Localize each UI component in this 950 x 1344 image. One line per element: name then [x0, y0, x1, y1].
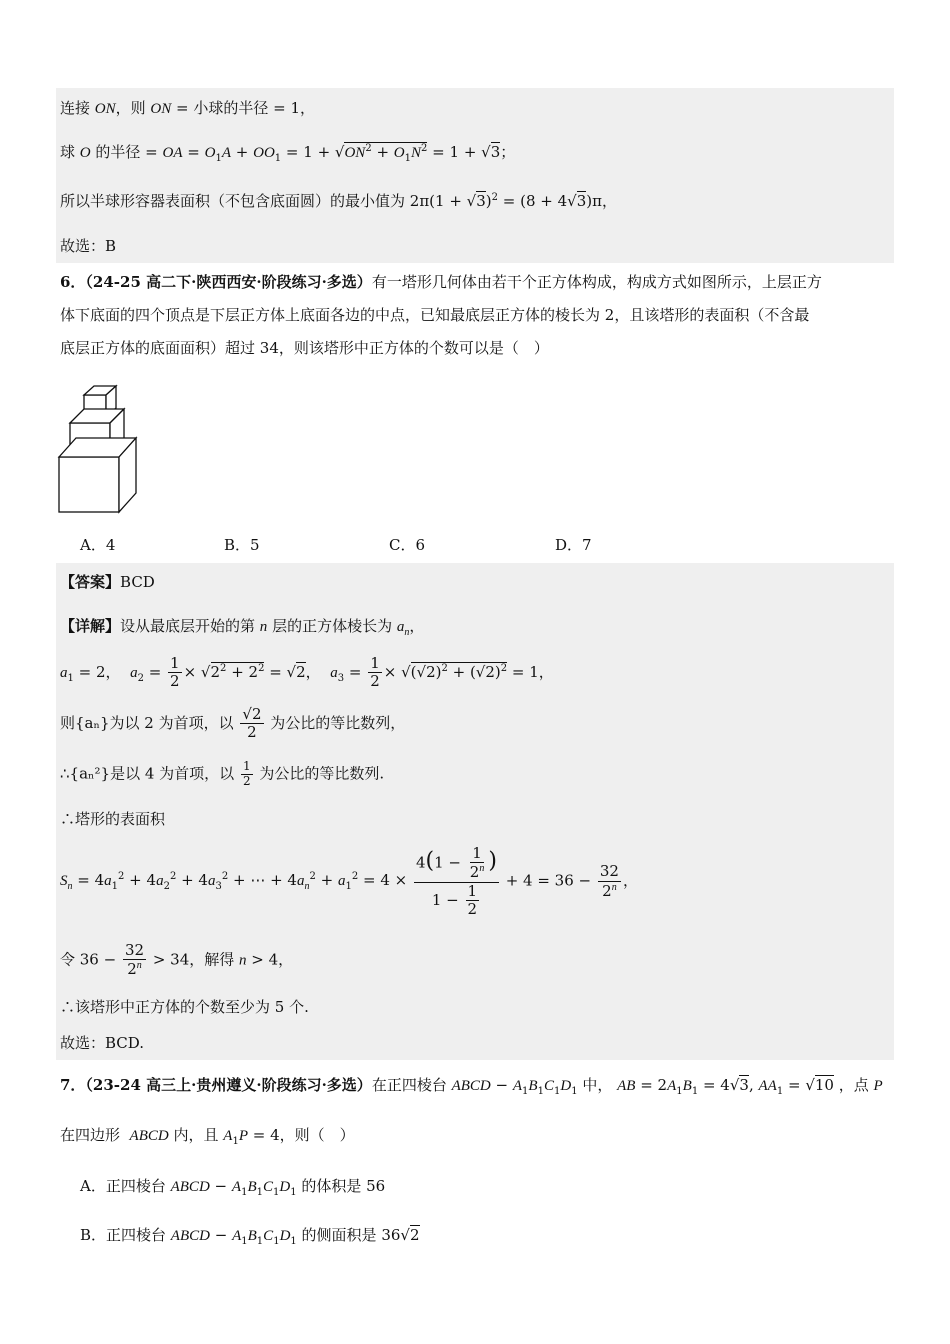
q6-option-b[interactable]: B．5 — [224, 536, 260, 554]
q6-detail-7: 令 36 − $\frac{32}{2^n}$ > 34，解得 n > 4， — [60, 941, 294, 979]
q6-detail-8: ∴该塔形中正方体的个数至少为 5 个. — [60, 998, 309, 1016]
q6-detail-3: 则{aₙ}为以 2 为首项，以 $\frac{√2}{2}$ 为公比的等比数列， — [60, 705, 406, 742]
q6-detail-2: $a_1 = 2$， $a_2$ = $\frac{1}{2}$ × $√2^2 + 2^2 = √2$， $a_3$ = $\frac{1}{2}$ × $√(√2)^2 + (√2)^2 = 1$， — [60, 654, 554, 691]
prev-line-4: 故选：B — [60, 237, 117, 255]
q7-stem-2: 在四边形 ABCD 内，且 $A_1P = 4$，则（ ） — [60, 1126, 355, 1147]
prev-line-2: 球 O 的半径 = OA = $O_1A + OO_1 = 1 + √ON^2 + O_1N^2 = 1 + √3$； — [60, 143, 516, 164]
tower-of-cubes-figure — [56, 383, 146, 515]
prev-line-3: 所以半球形容器表面积（不包含底面圆）的最小值为 $2\pi(1 + √3)^2 = (8 + 4√3)\pi$， — [60, 192, 617, 210]
q7-option-b[interactable]: B．正四棱台 ABCD − $A_1B_1C_1D_1$ 的侧面积是 36√2 — [80, 1226, 420, 1247]
q7-stem-1: 7．（23-24 高三上·贵州遵义·阶段练习·多选）在正四棱台 ABCD − $A_1B_1C_1D_1$ 中， AB = $2A_1B_1 = 4√3$, $AA_1 = √10$ ，点 P — [60, 1076, 883, 1097]
q6-stem: 6．（24-25 高二下·陕西西安·阶段练习·多选）有一塔形几何体由若干个正方体构成，构成方式如图所示，上层正方 体下底面的四个顶点是下层正方体上底面各边的中点，已知最底层正方体的棱长为 2，且该塔形的表面积（不含最 底层正方体的底面面积）超过 34，则该塔形中正方体的个数可以是（ ） — [60, 273, 822, 357]
q6-detail-6: $S_n = 4a_1^2 + 4a_2^2 + 4a_3^2$ + ⋯ + $4a_n^2 + a_1^2 = 4$ × 4(1 − $\frac{1}{2^n}$ ) 1 − $\frac{1}{2}$ + 4 = 36 − $\frac{32}{2^n}$ ， — [60, 844, 638, 918]
q6-header: 6．（24-25 高二下·陕西西安·阶段练习·多选） — [60, 273, 372, 291]
q6-detail-9: 故选：BCD. — [60, 1034, 145, 1052]
q6-answer: 【答案】BCD — [60, 573, 155, 591]
q6-detail-5: ∴塔形的表面积 — [60, 810, 166, 828]
q6-option-d[interactable]: D．7 — [555, 536, 592, 554]
q6-detail-4: ∴{aₙ²}是以 4 为首项，以 $\frac{1}{2}$ 为公比的等比数列. — [60, 759, 385, 788]
prev-line-1: 连接 ON，则 ON = 小球的半径 = 1， — [60, 99, 316, 117]
q6-detail-1: 【详解】设从最底层开始的第 n 层的正方体棱长为 $a_n$， — [60, 617, 425, 638]
q7-option-a[interactable]: A．正四棱台 ABCD − $A_1B_1C_1D_1$ 的体积是 56 — [80, 1177, 386, 1198]
q6-option-c[interactable]: C．6 — [389, 536, 426, 554]
q6-option-a[interactable]: A．4 — [80, 536, 116, 554]
